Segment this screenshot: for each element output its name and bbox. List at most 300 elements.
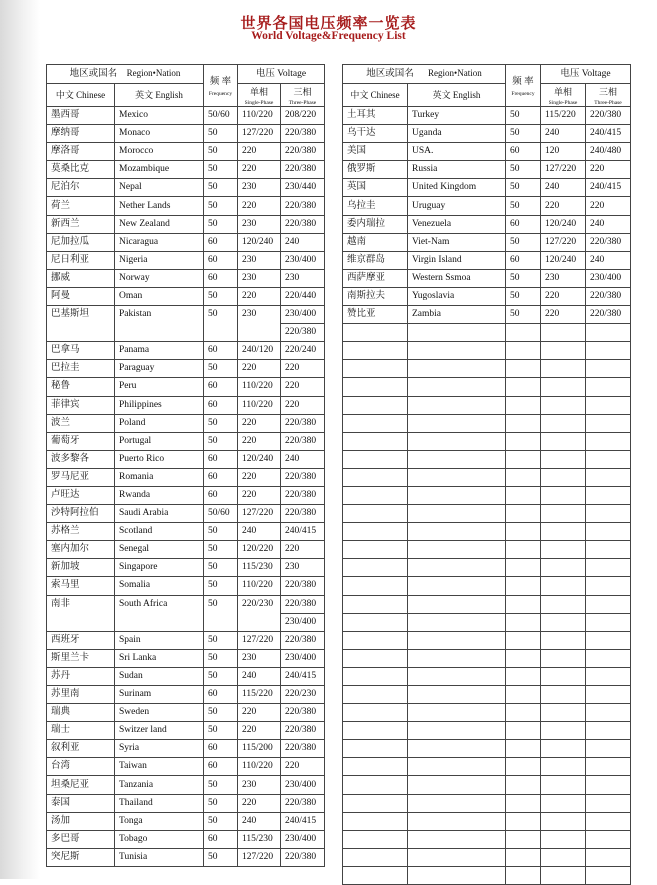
table-row (343, 143, 631, 161)
three-phase-cell: 220/380 (586, 233, 631, 251)
table-row (47, 505, 325, 523)
empty-cell (541, 613, 586, 631)
single-phase-cell: 127/220 (238, 505, 281, 523)
single-phase-cell: 110/220 (238, 396, 281, 414)
table-row (47, 396, 325, 414)
country-english-cell: Portugal (115, 432, 204, 450)
table-row (47, 523, 325, 541)
three-phase-cell: 240/415 (281, 812, 325, 830)
country-english-cell: Rwanda (115, 486, 204, 504)
empty-cell (541, 468, 586, 486)
frequency-cell: 50 (204, 143, 238, 161)
three-phase-cell: 220/380 (586, 107, 631, 125)
country-chinese-cell: 英国 (343, 179, 408, 197)
empty-cell (586, 595, 631, 613)
three-phase-cell: 220/380 (281, 505, 325, 523)
three-phase-cell: 220/380 (281, 486, 325, 504)
country-chinese-cell: 汤加 (47, 812, 115, 830)
empty-cell (506, 414, 541, 432)
empty-cell (506, 396, 541, 414)
frequency-cell: 50 (204, 667, 238, 685)
empty-row (343, 631, 631, 649)
empty-row (343, 577, 631, 595)
three-phase-cell: 220/380 (281, 432, 325, 450)
country-english-cell: Nicaragua (115, 233, 204, 251)
country-english-cell: Philippines (115, 396, 204, 414)
country-english-cell: USA. (408, 143, 506, 161)
empty-cell (408, 468, 506, 486)
empty-cell (343, 631, 408, 649)
table-row (47, 794, 325, 812)
frequency-cell: 60 (204, 686, 238, 704)
empty-cell (541, 414, 586, 432)
empty-cell (586, 360, 631, 378)
frequency-cell: 50 (204, 649, 238, 667)
country-chinese-cell: 维京群岛 (343, 251, 408, 269)
table-row (47, 143, 325, 161)
empty-cell (343, 830, 408, 848)
frequency-cell: 60 (204, 486, 238, 504)
empty-cell (586, 342, 631, 360)
table-row (343, 306, 631, 324)
country-chinese-cell: 委内瑞拉 (343, 215, 408, 233)
country-english-cell: Poland (115, 414, 204, 432)
country-chinese-cell: 瑞典 (47, 704, 115, 722)
table-row (47, 306, 325, 324)
table-row (47, 269, 325, 287)
empty-cell (343, 505, 408, 523)
empty-cell (343, 577, 408, 595)
table-row (47, 287, 325, 305)
empty-cell (343, 595, 408, 613)
empty-cell (506, 450, 541, 468)
empty-cell (586, 523, 631, 541)
country-english-cell: Nether Lands (115, 197, 204, 215)
country-chinese-cell: 叙利亚 (47, 740, 115, 758)
frequency-cell: 60 (204, 378, 238, 396)
frequency-cell: 50 (506, 197, 541, 215)
empty-row (343, 468, 631, 486)
three-phase-cell: 220 (586, 161, 631, 179)
empty-cell (408, 649, 506, 667)
empty-cell (586, 848, 631, 866)
single-phase-cell: 240 (238, 812, 281, 830)
empty-cell (506, 613, 541, 631)
empty-row (343, 342, 631, 360)
frequency-cell: 50 (506, 179, 541, 197)
empty-cell (541, 342, 586, 360)
country-chinese-cell: 多巴哥 (47, 830, 115, 848)
single-phase-cell: 230 (238, 251, 281, 269)
country-english-cell: Saudi Arabia (115, 505, 204, 523)
single-phase-cell: 220 (238, 143, 281, 161)
empty-cell (541, 631, 586, 649)
single-phase-cell: 220 (238, 287, 281, 305)
table-row (47, 450, 325, 468)
empty-cell (586, 450, 631, 468)
empty-cell (541, 577, 586, 595)
three-phase-cell: 220/380 (281, 197, 325, 215)
country-chinese-cell: 菲律宾 (47, 396, 115, 414)
frequency-cell: 50 (204, 776, 238, 794)
single-phase-cell: 230 (238, 776, 281, 794)
single-phase-cell: 220 (238, 360, 281, 378)
table-row (47, 577, 325, 595)
empty-cell (506, 577, 541, 595)
empty-cell (408, 414, 506, 432)
empty-row (343, 396, 631, 414)
voltage-header: 电压 Voltage (238, 65, 325, 84)
empty-cell (586, 776, 631, 794)
single-phase-cell: 220 (238, 432, 281, 450)
single-phase-cell: 120/240 (541, 215, 586, 233)
empty-cell (586, 631, 631, 649)
table-row (343, 161, 631, 179)
frequency-cell: 50 (204, 287, 238, 305)
empty-cell (586, 686, 631, 704)
country-english-cell: Romania (115, 468, 204, 486)
country-english-cell: Singapore (115, 559, 204, 577)
empty-cell (541, 486, 586, 504)
frequency-cell: 60 (204, 269, 238, 287)
three-phase-cell: 220/380 (281, 468, 325, 486)
table-row (47, 848, 325, 866)
empty-row (343, 613, 631, 631)
three-phase-cell: 230/400 (281, 649, 325, 667)
page-title: 世界各国电压频率一览表 (240, 16, 417, 32)
country-english-cell: Somalia (115, 577, 204, 595)
empty-cell (408, 794, 506, 812)
empty-cell (506, 649, 541, 667)
empty-cell (506, 686, 541, 704)
empty-row (343, 848, 631, 866)
empty-cell (343, 396, 408, 414)
country-chinese-cell: 巴拿马 (47, 342, 115, 360)
frequency-header: 频 率 Frequency (204, 65, 238, 107)
empty-cell (541, 686, 586, 704)
empty-cell (541, 396, 586, 414)
empty-cell (506, 758, 541, 776)
three-phase-cell: 230/440 (281, 179, 325, 197)
three-phase-header: 三相 Three-Phase (586, 84, 631, 107)
empty-row (343, 486, 631, 504)
empty-cell (541, 378, 586, 396)
single-phase-cell: 127/220 (541, 233, 586, 251)
frequency-cell: 50 (204, 306, 238, 342)
single-phase-cell: 240 (541, 179, 586, 197)
empty-cell (408, 486, 506, 504)
english-column-header: 英文 English (115, 84, 204, 107)
empty-cell (343, 613, 408, 631)
country-chinese-cell: 土耳其 (343, 107, 408, 125)
country-english-cell: Oman (115, 287, 204, 305)
table-row (47, 722, 325, 740)
empty-row (343, 704, 631, 722)
single-phase-cell: 120/240 (238, 233, 281, 251)
frequency-cell: 50 (204, 523, 238, 541)
region-header: 地区或国名 Region•Nation (343, 65, 506, 84)
country-chinese-cell: 尼加拉瓜 (47, 233, 115, 251)
frequency-cell: 50 (204, 125, 238, 143)
country-english-cell: Mexico (115, 107, 204, 125)
three-phase-cell: 240/415 (586, 125, 631, 143)
country-english-cell: Tanzania (115, 776, 204, 794)
country-english-cell: United Kingdom (408, 179, 506, 197)
empty-cell (408, 704, 506, 722)
table-row (47, 595, 325, 613)
empty-cell (541, 450, 586, 468)
empty-cell (506, 740, 541, 758)
empty-cell (408, 631, 506, 649)
empty-cell (541, 505, 586, 523)
empty-row (343, 559, 631, 577)
single-phase-cell: 220 (238, 197, 281, 215)
country-chinese-cell: 塞内加尔 (47, 541, 115, 559)
empty-cell (408, 667, 506, 685)
empty-row (343, 722, 631, 740)
empty-cell (541, 704, 586, 722)
country-chinese-cell: 莫桑比克 (47, 161, 115, 179)
empty-row (343, 414, 631, 432)
frequency-cell: 60 (204, 396, 238, 414)
frequency-cell: 50 (204, 577, 238, 595)
three-phase-cell: 240 (586, 251, 631, 269)
single-phase-cell: 115/200 (238, 740, 281, 758)
country-chinese-cell: 乌干达 (343, 125, 408, 143)
frequency-cell: 50 (204, 631, 238, 649)
empty-cell (541, 559, 586, 577)
empty-cell (506, 324, 541, 342)
frequency-cell: 50 (204, 848, 238, 866)
country-english-cell: Syria (115, 740, 204, 758)
single-phase-cell: 110/220 (238, 107, 281, 125)
empty-cell (586, 468, 631, 486)
country-english-cell: Panama (115, 342, 204, 360)
table-row (47, 704, 325, 722)
empty-cell (506, 812, 541, 830)
table-row (47, 758, 325, 776)
empty-cell (343, 414, 408, 432)
country-english-cell: Uganda (408, 125, 506, 143)
table-row (343, 107, 631, 125)
empty-cell (408, 378, 506, 396)
three-phase-cell: 240/415 (586, 179, 631, 197)
three-phase-cell: 220/380 (281, 161, 325, 179)
country-chinese-cell: 阿曼 (47, 287, 115, 305)
single-phase-cell: 120/240 (541, 251, 586, 269)
empty-row (343, 776, 631, 794)
country-chinese-cell: 俄罗斯 (343, 161, 408, 179)
frequency-cell: 50 (204, 161, 238, 179)
empty-cell (506, 541, 541, 559)
country-chinese-cell: 越南 (343, 233, 408, 251)
voltage-table-right (342, 64, 631, 885)
voltage-table-left (46, 64, 325, 867)
single-phase-cell: 127/220 (238, 848, 281, 866)
table-row (47, 776, 325, 794)
empty-cell (541, 830, 586, 848)
empty-cell (506, 505, 541, 523)
three-phase-cell: 230 (281, 559, 325, 577)
single-phase-cell: 110/220 (238, 378, 281, 396)
frequency-cell: 60 (506, 143, 541, 161)
empty-cell (506, 830, 541, 848)
frequency-cell: 50 (204, 595, 238, 631)
empty-cell (343, 649, 408, 667)
empty-cell (343, 686, 408, 704)
country-chinese-cell: 卢旺达 (47, 486, 115, 504)
empty-cell (586, 396, 631, 414)
country-english-cell: Western Ssmoa (408, 269, 506, 287)
country-english-cell: Russia (408, 161, 506, 179)
single-phase-cell: 127/220 (238, 125, 281, 143)
country-chinese-cell: 沙特阿拉伯 (47, 505, 115, 523)
three-phase-cell: 230/400 (281, 251, 325, 269)
empty-cell (408, 848, 506, 866)
three-phase-cell: 220/380 (586, 287, 631, 305)
single-phase-cell: 120/220 (238, 541, 281, 559)
empty-cell (408, 450, 506, 468)
chinese-column-header: 中文 Chinese (47, 84, 115, 107)
three-phase-cell: 230 (281, 269, 325, 287)
country-chinese-cell: 苏格兰 (47, 523, 115, 541)
country-english-cell: Peru (115, 378, 204, 396)
empty-cell (541, 848, 586, 866)
empty-cell (343, 794, 408, 812)
empty-cell (506, 360, 541, 378)
empty-cell (343, 722, 408, 740)
single-phase-cell: 220 (238, 722, 281, 740)
empty-cell (506, 468, 541, 486)
empty-cell (586, 432, 631, 450)
country-english-cell: Venezuela (408, 215, 506, 233)
country-english-cell: Nigeria (115, 251, 204, 269)
single-phase-cell: 220 (541, 287, 586, 305)
empty-cell (541, 523, 586, 541)
country-chinese-cell: 墨西哥 (47, 107, 115, 125)
three-phase-header: 三相 Three-Phase (281, 84, 325, 107)
empty-row (343, 432, 631, 450)
empty-cell (408, 324, 506, 342)
empty-cell (408, 866, 506, 884)
single-phase-cell: 220 (238, 468, 281, 486)
empty-row (343, 740, 631, 758)
single-phase-cell: 240 (238, 523, 281, 541)
country-chinese-cell: 南斯拉夫 (343, 287, 408, 305)
frequency-cell: 50 (204, 704, 238, 722)
empty-row (343, 649, 631, 667)
country-english-cell: Paraguay (115, 360, 204, 378)
country-english-cell: Taiwan (115, 758, 204, 776)
country-chinese-cell: 秘鲁 (47, 378, 115, 396)
three-phase-cell: 230/400 (281, 613, 325, 631)
single-phase-cell: 220 (541, 306, 586, 324)
table-row (343, 269, 631, 287)
page-subtitle: World Voltage&Frequency List (251, 30, 406, 42)
empty-cell (343, 740, 408, 758)
country-chinese-cell: 南非 (47, 595, 115, 631)
empty-cell (408, 758, 506, 776)
table-row (47, 468, 325, 486)
country-english-cell: Tunisia (115, 848, 204, 866)
table-row (47, 107, 325, 125)
country-english-cell: Tobago (115, 830, 204, 848)
country-english-cell: Switzer land (115, 722, 204, 740)
english-column-header: 英文 English (408, 84, 506, 107)
empty-cell (506, 848, 541, 866)
table-row (47, 342, 325, 360)
empty-cell (586, 722, 631, 740)
empty-cell (408, 396, 506, 414)
country-english-cell: Scotland (115, 523, 204, 541)
country-chinese-cell: 台湾 (47, 758, 115, 776)
empty-cell (506, 667, 541, 685)
country-english-cell: Tonga (115, 812, 204, 830)
frequency-cell: 50 (204, 559, 238, 577)
frequency-cell: 60 (204, 468, 238, 486)
three-phase-cell: 220/380 (281, 414, 325, 432)
empty-cell (506, 866, 541, 884)
country-english-cell: Nepal (115, 179, 204, 197)
country-english-cell: Thailand (115, 794, 204, 812)
three-phase-cell: 240 (281, 233, 325, 251)
three-phase-cell: 230/400 (281, 776, 325, 794)
empty-cell (506, 342, 541, 360)
country-english-cell: Norway (115, 269, 204, 287)
empty-cell (586, 704, 631, 722)
single-phase-header: 单相 Single-Phase (238, 84, 281, 107)
empty-cell (343, 704, 408, 722)
empty-cell (408, 577, 506, 595)
single-phase-cell: 230 (238, 215, 281, 233)
empty-cell (343, 541, 408, 559)
three-phase-cell: 220/380 (281, 722, 325, 740)
empty-cell (586, 324, 631, 342)
table-row (47, 197, 325, 215)
empty-cell (586, 812, 631, 830)
empty-cell (408, 740, 506, 758)
empty-cell (343, 378, 408, 396)
empty-cell (586, 559, 631, 577)
frequency-cell: 60 (204, 342, 238, 360)
empty-row (343, 505, 631, 523)
empty-cell (541, 758, 586, 776)
frequency-cell: 50 (204, 794, 238, 812)
empty-cell (541, 812, 586, 830)
table-row (47, 215, 325, 233)
empty-cell (586, 505, 631, 523)
empty-cell (541, 794, 586, 812)
three-phase-cell: 220/380 (281, 631, 325, 649)
empty-cell (408, 812, 506, 830)
three-phase-cell: 220 (281, 378, 325, 396)
empty-cell (541, 776, 586, 794)
frequency-cell: 60 (204, 251, 238, 269)
three-phase-cell: 240 (281, 450, 325, 468)
empty-cell (343, 812, 408, 830)
three-phase-cell: 220 (281, 396, 325, 414)
voltage-header: 电压 Voltage (541, 65, 631, 84)
country-english-cell: Senegal (115, 541, 204, 559)
table-row (47, 541, 325, 559)
empty-cell (586, 486, 631, 504)
empty-cell (586, 758, 631, 776)
single-phase-cell: 110/220 (238, 577, 281, 595)
empty-row (343, 541, 631, 559)
empty-cell (586, 649, 631, 667)
frequency-cell: 50 (506, 269, 541, 287)
frequency-cell: 60 (506, 251, 541, 269)
